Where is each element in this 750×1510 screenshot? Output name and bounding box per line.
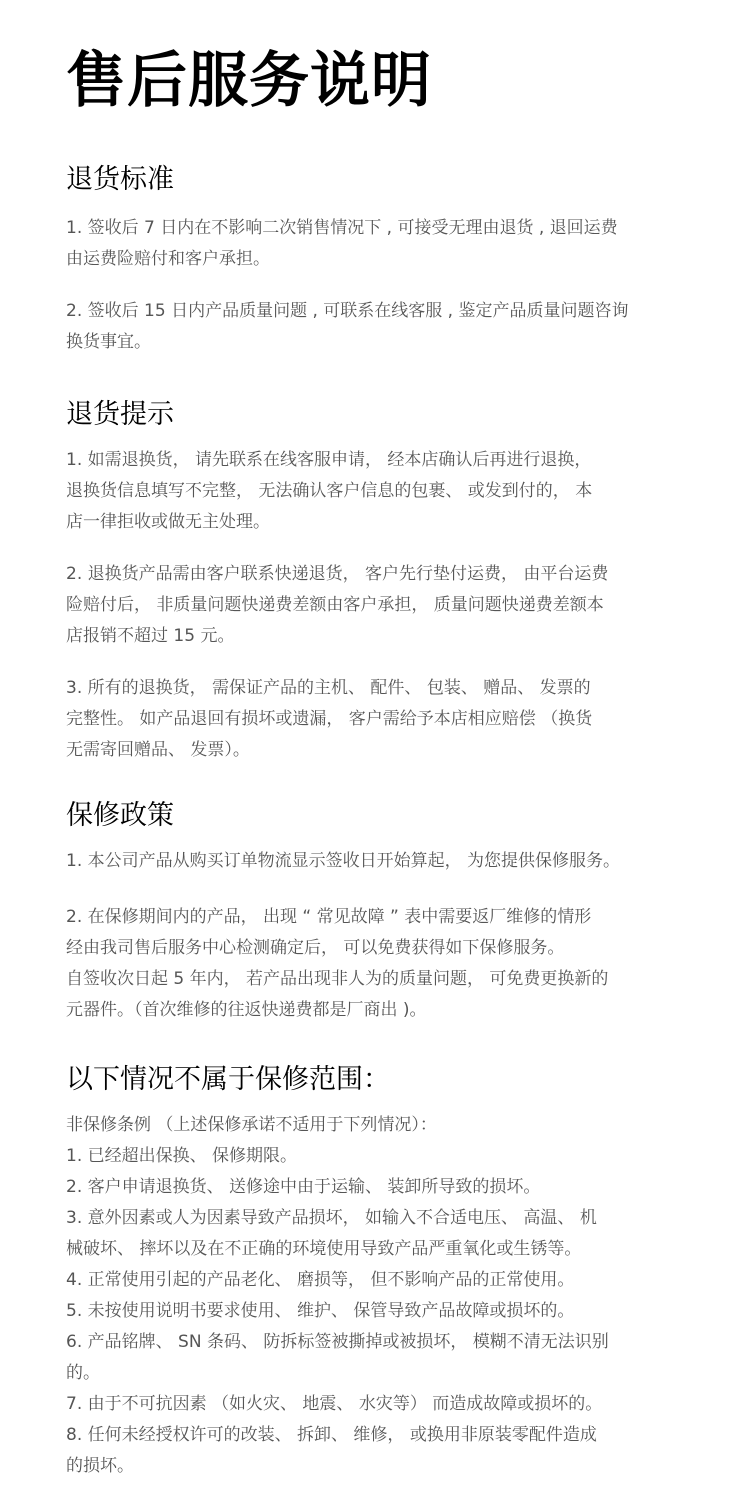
list-item: 6. 产品铭牌、 SN 条码、 防拆标签被撕掉或被损坏， 模糊不清无法识别 的。	[66, 1332, 609, 1383]
list-item: 7. 由于不可抗因素 （如火灾、 地震、 水灾等） 而造成故障或损坏的。	[66, 1394, 603, 1414]
section-heading-return-standard: 退货标准	[66, 164, 174, 195]
return-tips-paragraph-1: 1. 如需退换货， 请先联系在线客服申请， 经本店确认后再进行退换， 退换货信息填写不完整， 无法确认客户信息的包裹、 或发到付的， 本 店一律拒收或做无主处理。	[66, 450, 593, 532]
section-heading-warranty-policy: 保修政策	[66, 800, 174, 831]
return-standard-paragraph-1: 1. 签收后 7 日内在不影响二次销售情况下 , 可接受无理由退货 , 退回运费 由运费险赔付和客户承担。	[66, 218, 618, 269]
section-heading-return-tips: 退货提示	[66, 399, 174, 430]
list-item: 3. 意外因素或人为因素导致产品损坏， 如输入不合适电压、 高温、 机 械破坏、 摔坏以及在不正确的环境使用导致产品严重氧化或生锈等。	[66, 1208, 597, 1259]
list-item: 8. 任何未经授权许可的改装、 拆卸、 维修， 或换用非原装零配件造成 的损坏。	[66, 1425, 597, 1476]
page-title: 售后服务说明	[66, 46, 432, 116]
list-item: 2. 客户申请退换货、 送修途中由于运输、 装卸所导致的损坏。	[66, 1177, 541, 1197]
return-tips-paragraph-3: 3. 所有的退换货， 需保证产品的主机、 配件、 包装、 赠品、 发票的 完整性。 如产品退回有损坏或遗漏， 客户需给予本店相应赔偿 （换货 无需寄回赠品、 发票）。	[66, 678, 593, 760]
warranty-exclusions-list	[66, 1110, 686, 1482]
list-item: 5. 未按使用说明书要求使用、 维护、 保管导致产品故障或损坏的。	[66, 1301, 575, 1321]
list-item: 1. 已经超出保换、 保修期限。	[66, 1146, 298, 1166]
list-item: 4. 正常使用引起的产品老化、 磨损等， 但不影响产品的正常使用。	[66, 1270, 575, 1290]
warranty-policy-paragraph-1: 1. 本公司产品从购买订单物流显示签收日开始算起， 为您提供保修服务。	[66, 851, 621, 871]
section-heading-warranty-exclusions: 以下情况不属于保修范围：	[66, 1064, 390, 1095]
return-standard-paragraph-2: 2. 签收后 15 日内产品质量问题 , 可联系在线客服 , 鉴定产品质量问题咨询 换货事宜。	[66, 301, 629, 352]
warranty-policy-paragraph-2: 2. 在保修期间内的产品， 出现 “ 常见故障 ” 表中需要返厂维修的情形 经由我司售后服务中心检测确定后， 可以免费获得如下保修服务。 自签收次日起 5 年内， 若产品出现非人为的质量问题， 可免费更换新的 元器件。（首次维修的往返快递费都是厂商出 )。	[66, 907, 609, 1020]
return-tips-paragraph-2: 2. 退换货产品需由客户联系快递退货， 客户先行垫付运费， 由平台运费 险赔付后， 非质量问题快递费差额由客户承担， 质量问题快递费差额本 店报销不超过 15 元。	[66, 564, 609, 646]
list-item: 非保修条例 （上述保修承诺不适用于下列情况）：	[66, 1115, 437, 1135]
